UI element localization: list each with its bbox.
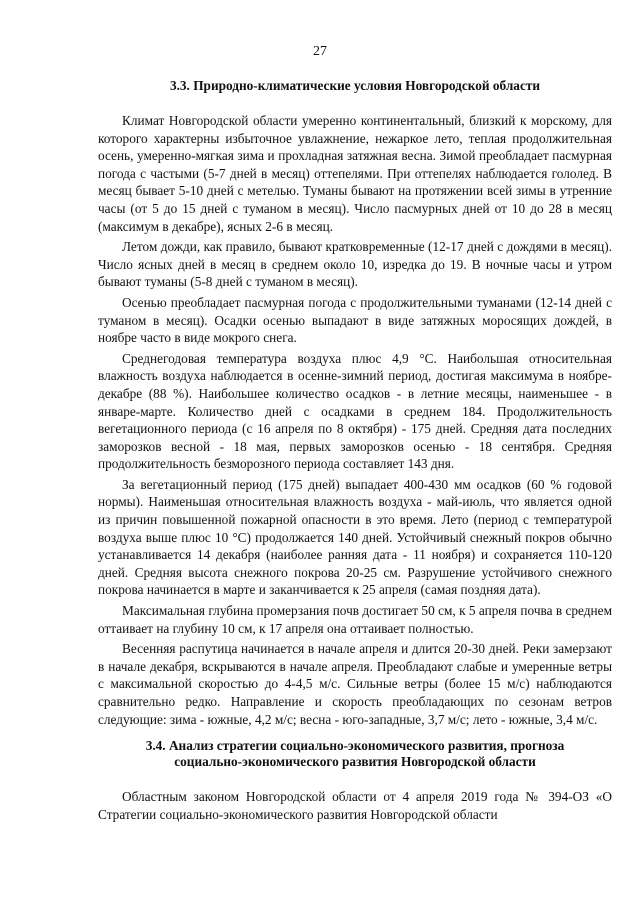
paragraph-winds: Весенняя распутица начинается в начале апреля и длится 20-30 дней. Реки замерзают в начале декабря, вскрываются в начале апреля. Преобладают слабые и умеренные ветры с максимальной скоростью до 4-4,5 м/с. Сильные ветры (более 15 м/с) наблюдаются сравнительно редко. Направление и скорость преобладающих по сезонам ветров следующие: зима - южные, 4,2 м/с; весна - юго-западные, 3,7 м/с; лето - южные, 3,4 м/с. — [98, 641, 612, 727]
paragraph-vegetation-period: За вегетационный период (175 дней) выпадает 400-430 мм осадков (60 % годовой нормы). Наименьшая относительная влажность воздуха - май-июль, что является одной из причин повышенной пожарной опасности в это время. Лето (период с температурой воздуха выше плюс 10 °С) продолжается 140 дней. Устойчивый снежный покров обычно устанавливается 14 декабря (наиболее ранняя дата - 11 ноября) и сохраняется 110-120 дней. Средняя высота снежного покрова 20-25 см. Разрушение устойчивого снежного покрова начинается в марте и заканчивается к 25 апреля (самая поздняя дата). — [98, 476, 612, 598]
paragraph-climate-autumn: Осенью преобладает пасмурная погода с продолжительными туманами (12-14 дней с туманом в месяц). Осадки осенью выпадают в виде затяжных моросящих дождей, в ноябре часто в виде мокрого снега. — [98, 294, 612, 346]
paragraph-climate-summer: Летом дожди, как правило, бывают кратковременные (12-17 дней с дождями в месяц). Число ясных дней в месяц в среднем около 10, изредка до 19. В ночные часы и утром бывают туманы (5-8 дней с туманом в месяц). — [98, 239, 612, 290]
section-heading-3-4-line1: 3.4. Анализ стратегии социально-экономического развития, прогноза — [145, 738, 565, 754]
page-content — [98, 72, 612, 826]
page-number: 27 — [313, 44, 327, 59]
section-heading-3-3: 3.3. Природно-климатические условия Новгородской области — [169, 78, 541, 93]
paragraph-soil-freezing: Максимальная глубина промерзания почв достигает 50 см, к 5 апреля почва в среднем оттаивает на глубину 10 см, к 17 апреля она оттаивает полностью. — [98, 603, 612, 636]
section-heading-3-4-line2: социально-экономического развития Новгородской области — [174, 754, 536, 770]
paragraph-annual-temperature: Среднегодовая температура воздуха плюс 4,9 °С. Наибольшая относительная влажность воздуха наблюдается в осенне-зимний период, достигая максимума в ноябре-декабре (88 %). Наибольшее количество осадков - в летние месяцы, наименьшее - в январе-марте. Количество дней с осадками в среднем 184. Продолжительность вегетационного периода (с 16 апреля по 8 октября) - 175 дней. Средняя дата последних заморозков весной - 18 мая, первых заморозков осенью - 18 сентября. Средняя продолжительность безморозного периода составляет 143 дня. — [98, 350, 612, 472]
paragraph-strategy-law: Областным законом Новгородской области от 4 апреля 2019 года № 394-ОЗ «О Стратегии социально-экономического развития Новгородской области — [98, 789, 612, 822]
section-heading-3-4 — [98, 738, 612, 770]
paragraph-climate-winter: Климат Новгородской области умеренно континентальный, близкий к морскому, для которого характерны избыточное увлажнение, нежаркое лето, теплая продолжительная осень, умеренно-мягкая зима и прохладная затяжная весна. Зимой преобладает пасмурная погода с частыми (5-7 дней в месяц) оттепелями. При оттепелях наблюдается гололед. В месяц бывает 5-10 дней с метелью. Туманы бывают на протяжении всей зимы в утренние часы (от 5 до 15 дней с туманом в месяц). Число пасмурных дней от 10 до 28 в месяц (максимум в декабре), ясных 2-6 в месяц. — [98, 113, 612, 234]
